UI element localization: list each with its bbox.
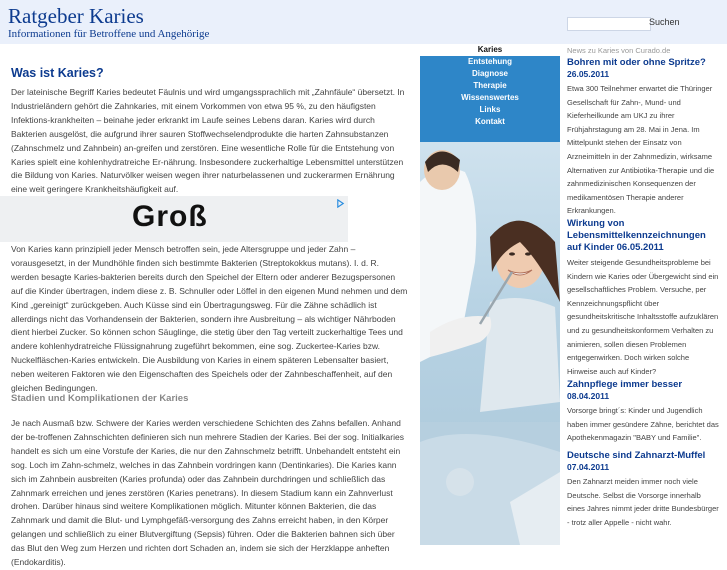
nav-item-wissenswertes[interactable]: Wissenswertes [461, 93, 519, 102]
news-sidebar [560, 44, 727, 545]
news-body: Den Zahnarzt meiden immer noch viele Deutsche. Selbst die Vorsorge innerhalb eines Jahres nimmt jeder dritte Bundesbürger - trotz aller Appelle - nicht wahr. [567, 477, 719, 527]
ad-text[interactable]: Groß [132, 200, 208, 233]
nav-item-diagnose[interactable]: Diagnose [471, 69, 508, 78]
dental-patient-photo [420, 142, 560, 545]
news-title[interactable]: Deutsche sind Zahnarzt-Muffel [567, 450, 706, 461]
news-item [567, 379, 719, 445]
news-date: 08.04.2011 [567, 391, 610, 401]
search-button[interactable]: Suchen [649, 17, 680, 27]
site-title[interactable]: Ratgeber Karies [8, 4, 144, 28]
news-body: Etwa 300 Teilnehmer erwartet die Thüringer Gesellschaft für Zahn-, Mund- und Kieferheilkunde am UKJ zu ihrer Frühjahrstagung am 28. Mai in Jena. Im Mittelpunkt stehen der Einsatz von Arzneimitteln in der Zahnmedizin, wirksame Alternativen zur Antibiotika-Therapie und die zahnmedizinischen Konsequenzen der medikamentösen Therapie anderer Erkrankungen. [567, 84, 715, 216]
news-title[interactable]: Zahnpflege immer besser [567, 379, 683, 390]
paragraph-transmission: Von Karies kann prinzipiell jeder Mensch betroffen sein, jede Altersgruppe und jeder Zahn – vorausgesetzt, in der Mundhöhle finden sich bestimmte Bakterien (Streptokokkus mutans). I. d. R. werden besagte Karies-bakterien bereits durch den Speichel der Eltern oder anderer Bezugspersonen auf die Kinder übertragen, indem diese z. B. Schnuller oder Löffel in den eigenen Mund nehmen und dem Kind „gereinigt“ zurückgeben. Auch Küsse sind ein Übertragungsweg. Für die Zähne schädlich ist allerdings nicht das Vorhandensein der Bakterien, sondern ihre Ausbreitung – als wichtiger Nährboden dient hierbei Zucker. So können schon Säuglinge, die stetig über den Tag verteilt zuckerhaltige Tees und andere kohlenhydratreiche Flüssignahrung zugeführt bekommen, eine sog. Zuckertee-Karies bzw. Nuckelfläschen-Karies entwickeln. Die Ausbildung von Karies in einem späteren Lebensalter basiert, neben weiteren Faktoren wie den Eigenschaften des Speichels oder der Zahnbeschaffenheit, auf den gleichen Bedingungen. [11, 244, 408, 394]
news-date: 26.05.2011 [567, 69, 610, 79]
nav-item-therapie[interactable]: Therapie [473, 81, 507, 90]
paragraph-stages: Je nach Ausmaß bzw. Schwere der Karies werden verschiedene Schichten des Zahns befallen. Anhand der be-troffenen Zahnschichten definieren sich nun mehrere Stadien der Karies. Bei der sog. Initialkaries handelt es sich um eine Vorstufe der Karies, die nur den Zahnschmelz betrifft. Unbehandelt entsteht ein sog. Loch im Zahn-schmelz, welches in das Zahnbein vordringen kann (Dentinkaries). Die Karies kann sich im Zahnbein ausbreiten (Karies profunda) oder das Zahnbein durchdringen und schließlich das Zahnmark erreichen und jenes zerstören (Karies penetrans). In diesem Stadium kann ein Zahnverlust drohen. Darüber hinaus sind weitere Komplikationen möglich. Mitunter können Bakterien, die das Zahnmark und damit die Blut- und Lymphgefäß-versorgung des Zahns erreicht haben, in den Körper gelangen und schließlich zu einer Blutvergiftung (Sepsis) führen. Oder die Bakterien bahnen sich über das Blut den Weg zum Herzen und richten dort Schaden an, indem sie sich der Herzklappe anheften (Endokarditis). [11, 418, 404, 568]
news-item [567, 57, 719, 218]
news-title[interactable]: Bohren mit oder ohne Spritze? [567, 57, 706, 68]
news-title[interactable] [567, 218, 719, 254]
main-content [0, 44, 418, 568]
news-item [567, 450, 719, 529]
site-tagline: Informationen für Betroffene und Angehörige [8, 28, 210, 40]
news-body: Vorsorge bringt´s: Kinder und Jugendlich haben immer gesündere Zähne, berichtet das Apothekenmagazin "BABY und Familie". [567, 406, 719, 443]
nav-item-links[interactable]: Links [479, 105, 501, 114]
page-title: Was ist Karies? [11, 66, 104, 80]
adchoices-icon[interactable] [336, 199, 345, 208]
news-date: 07.04.2011 [567, 462, 610, 472]
main-nav [420, 44, 560, 142]
nav-item-karies[interactable]: Karies [420, 44, 560, 56]
news-item [567, 218, 719, 378]
news-heading[interactable]: News zu Karies von Curado.de [567, 46, 671, 55]
news-date: 06.05.2011 [616, 242, 664, 253]
nav-item-kontakt[interactable]: Kontakt [475, 117, 505, 126]
news-body: Weiter steigende Gesundheitsprobleme bei Kindern wie Karies oder Übergewicht sind ein gesellschaftliches Problem. Versuche, per Kennzeichnungspflicht über gesundheitskritische Inhaltsstoffe aufzuklären und zu gesundheitskonformem Verhalten zu animieren, sollen diesen Problemen entgegenwirken. Doch wirken solche Hinweise auch auf Kinder? [567, 258, 719, 376]
section-heading: Stadien und Komplikationen der Karies [11, 393, 189, 404]
site-header [0, 0, 727, 44]
nav-item-entstehung[interactable]: Entstehung [468, 57, 512, 66]
search-input[interactable] [567, 17, 651, 31]
news-title-text[interactable]: Wirkung von Lebensmittelkennzeichnungen auf Kinder [567, 218, 706, 253]
ad-banner[interactable] [0, 196, 348, 242]
paragraph-intro: Der lateinische Begriff Karies bedeutet Fäulnis und wird umgangssprachlich mit „Zahnfäule“ übersetzt. In Industrieländern gehört die Zahnkaries, mit einem Vorkommen von etwa 95 %, zu den häufigsten Infektions-krankheiten – beinahe jeder erkrankt im Laufe seines Lebens daran. Karies wird durch Bakterien ausgelöst, die aufgrund ihrer sauren Stoffwechselendprodukte die harten Zahnsubstanzen (Zahnschmelz und Zahnbein) an-greifen und zerstören. Eine wesentliche Rolle für die Entstehung von Karies spielt eine kohlenhydratreiche Er-nährung. Insbesondere zuckerhaltige Lebensmittel unterstützen die Bildung von Karies. Naturvölker weisen wegen ihrer naturbelassenen und zuckerarmen Ernährung eine weit geringere Krankheitshäufigkeit auf. [11, 87, 405, 195]
